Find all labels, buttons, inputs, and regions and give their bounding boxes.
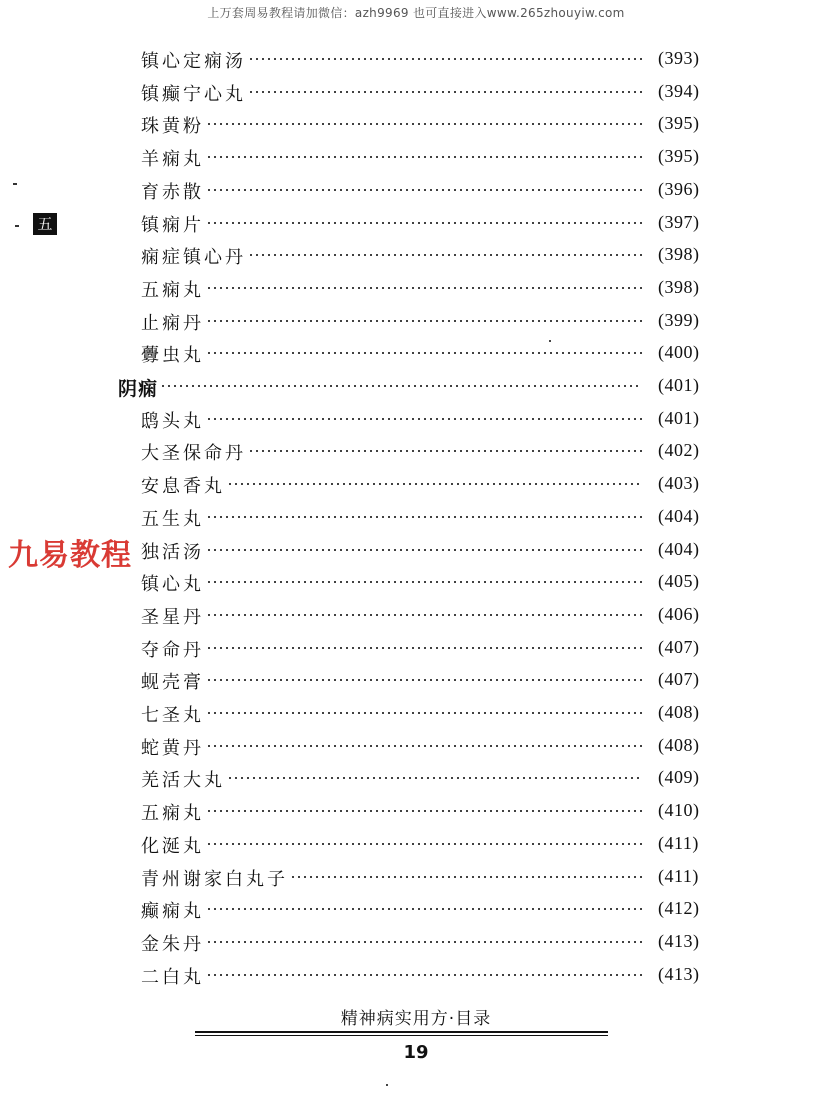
toc-entry-page: (407) (658, 669, 700, 690)
toc-entry-page: (396) (658, 178, 700, 199)
toc-entry-page: (410) (658, 800, 700, 821)
toc-entry-label: 五生丸 (141, 508, 204, 530)
dot-leader (206, 156, 642, 158)
page-number: 19 (403, 1042, 429, 1063)
dot-leader (206, 908, 642, 910)
toc-entry-label: 五痫丸 (141, 803, 204, 825)
dot-leader (206, 810, 642, 812)
toc-section-heading (0, 372, 832, 404)
toc-entry-page: (411) (658, 865, 699, 886)
dot-leader (227, 483, 642, 485)
toc-entry-label: 镇心丸 (141, 574, 204, 596)
toc-entry-label: 育赤散 (141, 181, 204, 203)
toc-entry-page: (395) (658, 146, 700, 167)
toc-entry-label: 羌活大丸 (141, 770, 225, 792)
toc-entry (0, 928, 832, 960)
toc-entry (0, 863, 832, 895)
toc-entry (0, 78, 832, 110)
toc-entry-page: (394) (658, 80, 700, 101)
toc-entry (0, 45, 832, 77)
toc-entry (0, 830, 832, 862)
dot-leader (248, 254, 642, 256)
toc-entry-page: (408) (658, 734, 700, 755)
toc-entry (0, 405, 832, 437)
toc-entry (0, 797, 832, 829)
dot-leader (206, 222, 642, 224)
toc-entry (0, 209, 832, 241)
top-banner: 上万套周易教程请加微信：azh9969 也可直接进入www.265zhouyiw.com (207, 6, 625, 20)
dot-leader (206, 123, 642, 125)
dot-leader (248, 450, 642, 452)
toc-entry-label: 镇心定痫汤 (141, 51, 246, 72)
toc-entry-label: 蛇黄丹 (141, 737, 204, 759)
dot-leader (290, 876, 642, 878)
toc-entry-label: 镇癫宁心丸 (141, 83, 246, 105)
toc-entry-page: (408) (658, 702, 700, 722)
toc-entry (0, 274, 832, 306)
toc-entry-page: (413) (658, 963, 700, 984)
toc-entry (0, 601, 832, 633)
toc-entry-page: (395) (658, 113, 700, 134)
toc-entry-label: 五痫丸 (141, 279, 204, 301)
section-tab: 五 (33, 213, 57, 235)
footer-rule (195, 1031, 608, 1033)
scan-speck (386, 1084, 388, 1086)
toc-entry (0, 110, 832, 142)
toc-entry (0, 176, 832, 208)
dot-leader (160, 385, 642, 387)
toc-entry-label: 珠黄粉 (141, 116, 204, 138)
dot-leader (248, 91, 642, 93)
dot-leader (206, 974, 642, 976)
toc-entry-page: (403) (658, 473, 700, 494)
toc-entry (0, 961, 832, 993)
toc-entry-page: (399) (658, 309, 700, 330)
toc-entry-label: 二白丸 (141, 966, 204, 988)
toc-entry-page: (397) (658, 211, 700, 232)
toc-entry-label: 独活汤 (141, 541, 204, 563)
toc-entry-page: (393) (658, 48, 700, 68)
toc-entry-label: 镇痫片 (141, 214, 204, 236)
dot-leader (206, 941, 642, 943)
toc-entry-page: (398) (658, 244, 700, 265)
toc-entry-page: (405) (658, 571, 700, 592)
toc-entry-page: (401) (658, 375, 700, 395)
dot-leader (206, 712, 642, 714)
footer-rule (195, 1035, 608, 1036)
dot-leader (206, 320, 642, 322)
toc-entry (0, 241, 832, 273)
toc-entry-page: (412) (658, 898, 700, 919)
toc-entry-label: 金朱丹 (141, 933, 204, 955)
toc-entry-label: 化涎丸 (141, 835, 204, 857)
toc-entry-page: (398) (658, 276, 700, 297)
toc-entry-page: (413) (658, 930, 700, 951)
toc-entry (0, 470, 832, 502)
toc-entry-label: 羊痫丸 (141, 149, 204, 171)
toc-entry (0, 339, 832, 371)
dot-leader (248, 58, 642, 60)
dot-leader (206, 614, 642, 616)
toc-entry-page: (406) (658, 603, 700, 624)
dot-leader (206, 745, 642, 747)
toc-entry-page: (411) (658, 832, 699, 853)
dot-leader (206, 516, 642, 518)
dot-leader (206, 189, 642, 191)
toc-entry-label: 鸱头丸 (141, 410, 204, 432)
dot-leader (206, 549, 642, 551)
toc-entry-page: (407) (658, 636, 700, 657)
toc-entry-page: (404) (658, 538, 700, 559)
dot-leader (206, 287, 642, 289)
toc-entry-page: (401) (658, 407, 700, 428)
footer-title: 精神病实用方·目录 (340, 1009, 492, 1029)
watermark: 九易教程 (8, 538, 132, 573)
scan-speck (549, 340, 551, 342)
dot-leader (227, 777, 642, 779)
toc-entry-label: 癫痫丸 (141, 901, 204, 923)
dot-leader (206, 647, 642, 649)
toc-entry (0, 666, 832, 698)
toc-entry-label: 青州谢家白丸子 (141, 868, 288, 890)
toc-entry-label: 阴痫 (118, 378, 159, 400)
toc-entry-page: (409) (658, 767, 700, 788)
toc-entry (0, 143, 832, 175)
toc-entry-label: 七圣丸 (141, 705, 204, 726)
dot-leader (206, 679, 642, 681)
toc-entry-label: 痫症镇心丹 (141, 247, 246, 269)
toc-entry-label: 安息香丸 (141, 476, 225, 498)
toc-entry-page: (404) (658, 505, 700, 526)
toc-entry-label: 大圣保命丹 (141, 443, 246, 465)
toc-entry-page: (402) (658, 440, 700, 461)
toc-entry (0, 307, 832, 339)
dot-leader (206, 843, 642, 845)
toc-entry-label: 夺命丹 (141, 639, 204, 661)
dot-leader (206, 418, 642, 420)
toc-entry-page: (400) (658, 342, 700, 363)
toc-entry (0, 437, 832, 469)
dot-leader (206, 352, 642, 354)
toc-entry (0, 634, 832, 666)
toc-entry-label: 止痫丹 (141, 312, 204, 334)
toc-entry-label: 圣星丹 (141, 606, 204, 628)
toc-entry (0, 699, 832, 731)
toc-entry (0, 732, 832, 764)
dot-leader (206, 581, 642, 583)
toc-entry-label: 蚬壳膏 (141, 672, 204, 694)
toc-entry-label: 虋虫丸 (141, 345, 204, 367)
toc-entry (0, 764, 832, 796)
toc-entry (0, 895, 832, 927)
